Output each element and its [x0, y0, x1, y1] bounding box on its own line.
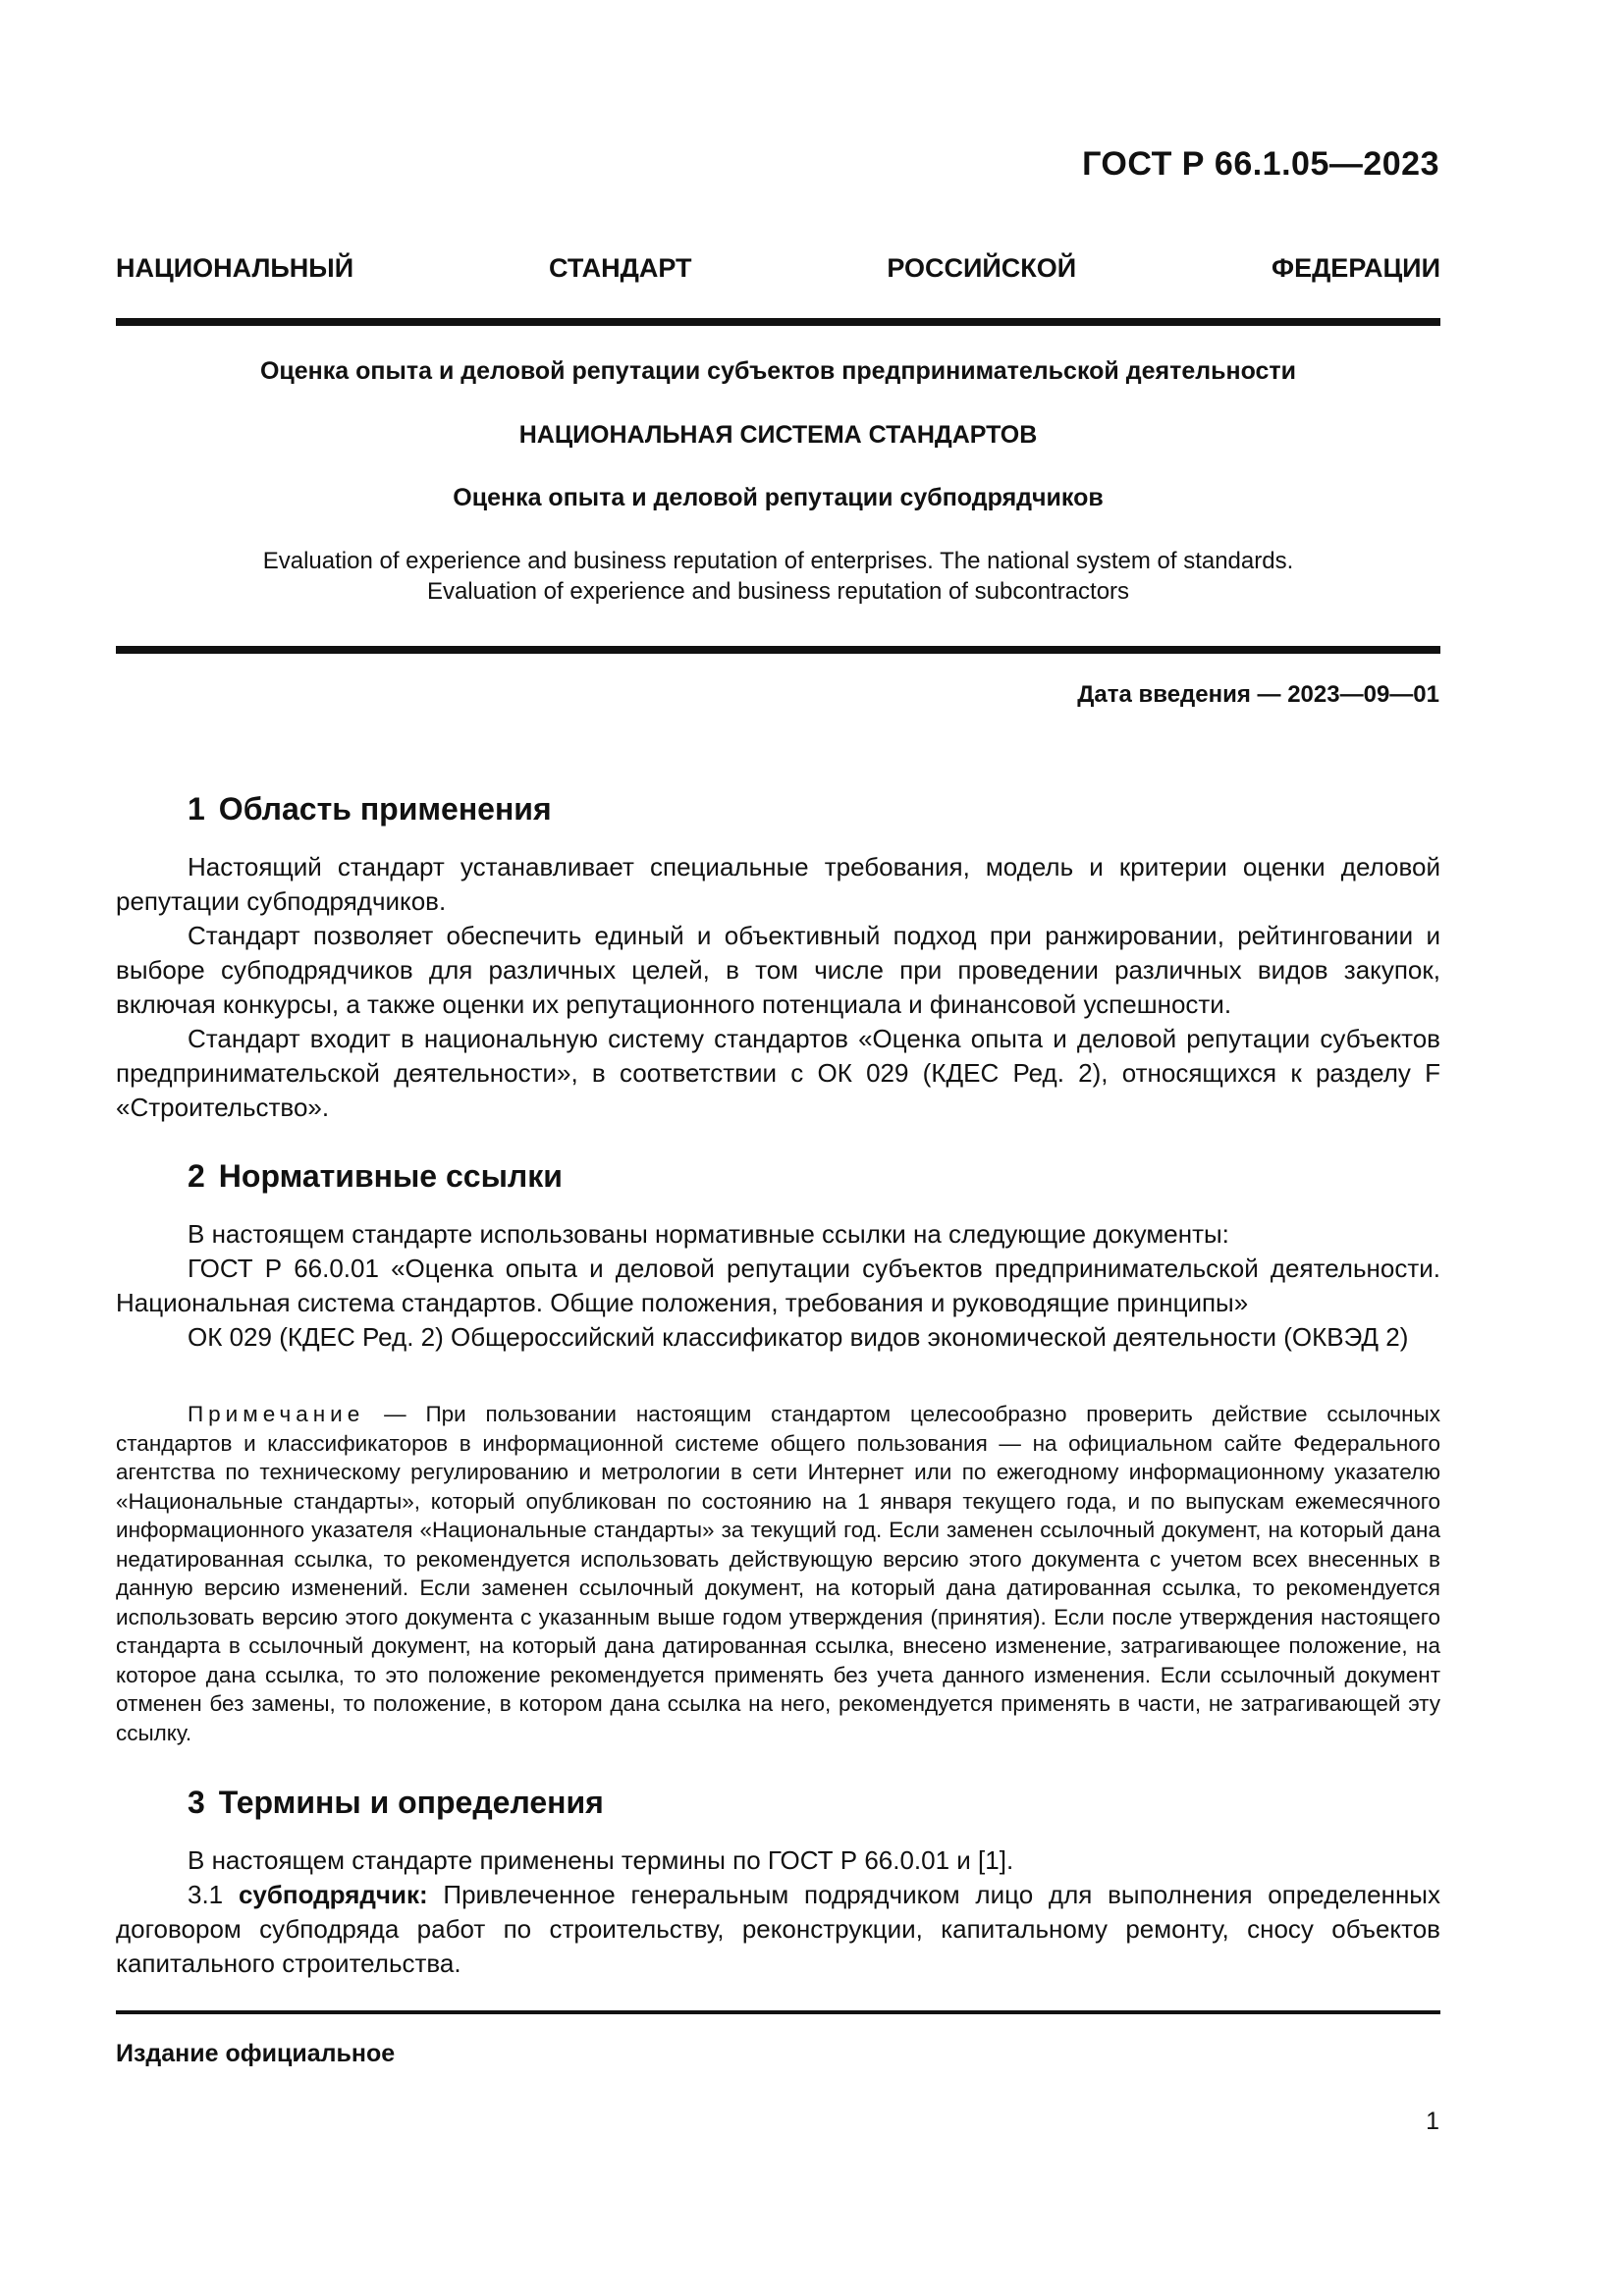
section-2-body	[116, 1217, 1440, 1355]
section-1-title: Область применения	[218, 791, 552, 827]
section-1-heading	[188, 791, 552, 828]
page-number: 1	[1426, 2108, 1439, 2135]
title-divider	[116, 646, 1440, 654]
footer-divider	[116, 2010, 1440, 2014]
english-title-line-1: Evaluation of experience and business reputation of enterprises. The national system of standards.	[262, 548, 1294, 574]
system-title: НАЦИОНАЛЬНАЯ СИСТЕМА СТАНДАРТОВ	[518, 421, 1038, 449]
section-1-number: 1	[188, 791, 205, 827]
official-edition-label: Издание официальное	[116, 2040, 396, 2067]
term-definition-item	[116, 1878, 1440, 1981]
subtitle: Оценка опыта и деловой репутации субподрядчиков	[453, 484, 1104, 511]
section-2-title: Нормативные ссылки	[218, 1158, 563, 1194]
section-2-reference-okved: ОК 029 (КДЕС Ред. 2) Общероссийский классификатор видов экономической деятельности (ОКВЭД 2)	[188, 1322, 1409, 1352]
section-1-paragraph-2: Стандарт позволяет обеспечить единый и объективный подход при ранжировании, рейтинговании и выборе субподрядчиков для различных целей, в том числе при проведении различных видов закупок, включая конкурсы, а также оценки их репутационного потенциала и финансовой успешности.	[116, 921, 1440, 1019]
main-title: Оценка опыта и деловой репутации субъектов предпринимательской деятельности	[259, 357, 1297, 385]
term-item-number: 3.1	[188, 1880, 224, 1909]
note-label: Примечание	[188, 1402, 365, 1426]
section-2-reference-gost: ГОСТ Р 66.0.01 «Оценка опыта и деловой репутации субъектов предпринимательской деятельности. Национальная система стандартов. Общие положения, требования и руководящие принципы»	[116, 1254, 1440, 1317]
section-2-number: 2	[188, 1158, 205, 1194]
section-1-paragraph-1: Настоящий стандарт устанавливает специальные требования, модель и критерии оценки деловой репутации субподрядчиков.	[116, 852, 1440, 916]
section-3-paragraph-1: В настоящем стандарте применены термины по ГОСТ Р 66.0.01 и [1].	[188, 1845, 1014, 1875]
section-2-paragraph-1: В настоящем стандарте использованы нормативные ссылки на следующие документы:	[188, 1219, 1229, 1249]
english-title	[116, 546, 1440, 607]
section-3-number: 3	[188, 1785, 205, 1820]
section-1-body	[116, 850, 1440, 1125]
english-title-line-2: Evaluation of experience and business reputation of subcontractors	[426, 578, 1130, 605]
term-definition: Привлеченное генеральным подрядчиком лицо для выполнения определенных договором субподряда работ по строительству, реконструкции, капитальному ремонту, сносу объектов капитального строительства.	[116, 1880, 1440, 1978]
introduction-date: Дата введения — 2023—09—01	[1077, 681, 1439, 708]
section-3-title: Термины и определения	[218, 1785, 604, 1820]
section-3-body	[116, 1843, 1440, 1981]
section-1-paragraph-3: Стандарт входит в национальную систему стандартов «Оценка опыта и деловой репутации субъектов предпринимательской деятельности», в соответствии с ОК 029 (КДЕС Ред. 2), относящихся к разделу F «Строительство».	[116, 1024, 1440, 1122]
national-standard-heading: НАЦИОНАЛЬНЫЙ СТАНДАРТ РОССИЙСКОЙ ФЕДЕРАЦИИ	[116, 253, 1440, 283]
section-2-heading	[188, 1158, 563, 1195]
top-divider	[116, 318, 1440, 326]
note-text: — При пользовании настоящим стандартом целесообразно проверить действие ссылочных стандартов и классификаторов в информационной системе общего пользования — на официальном сайте Федерального агентства по техническому регулированию и метрологии в сети Интернет или по ежегодному информационному указателю «Национальные стандарты», который опубликован по состоянию на 1 января текущего года, и по выпускам ежемесячного информационного указателя «Национальные стандарты» за текущий год. Если заменен ссылочный документ, на который дана недатированная ссылка, то рекомендуется использовать действующую версию этого документа с учетом всех внесенных в данную версию изменений. Если заменен ссылочный документ, на который дана датированная ссылка, то рекомендуется использовать версию этого документа с указанным выше годом утверждения (принятия). Если после утверждения настоящего стандарта в ссылочный документ, на который дана датированная ссылка, внесено изменение, затрагивающее положение, на которое дана ссылка, то это положение рекомендуется применять без учета данного изменения. Если ссылочный документ отменен без замены, то положение, в котором дана ссылка на него, рекомендуется применять в части, не затрагивающей эту ссылку.	[116, 1402, 1440, 1745]
document-code: ГОСТ Р 66.1.05—2023	[1082, 145, 1439, 183]
term-name: субподрядчик:	[238, 1880, 428, 1909]
section-3-heading	[188, 1785, 604, 1821]
section-2-note	[116, 1400, 1440, 1747]
